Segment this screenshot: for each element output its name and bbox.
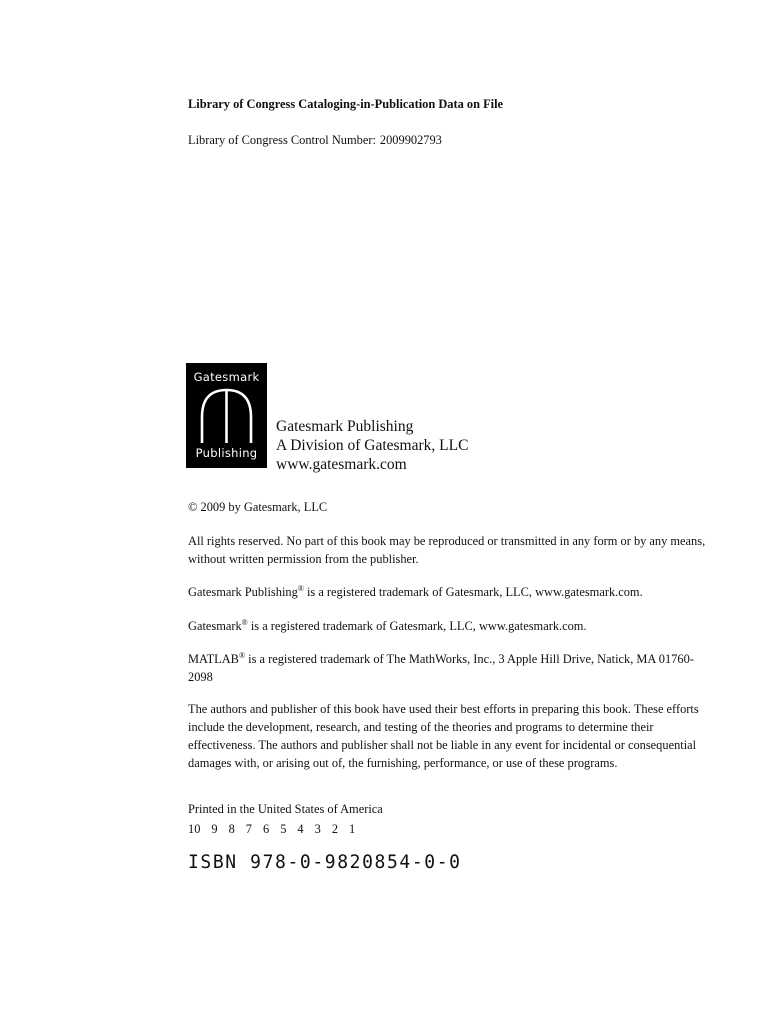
print-number: 6	[263, 822, 270, 836]
print-number: 3	[314, 822, 321, 836]
print-number: 10	[188, 822, 201, 836]
control-number-label: Library of Congress Control Number:	[188, 133, 376, 147]
publisher-block	[276, 417, 468, 474]
publisher-division: A Division of Gatesmark, LLC	[276, 437, 469, 454]
print-number: 5	[280, 822, 287, 836]
print-number: 9	[211, 822, 218, 836]
print-number: 2	[331, 822, 339, 836]
registered-mark: ®	[297, 583, 304, 593]
logo-top-text: Gatesmark	[193, 370, 260, 384]
print-number: 4	[297, 822, 304, 836]
registered-mark: ®	[238, 650, 246, 660]
trademark-name: Gatesmark	[188, 619, 242, 633]
rights-statement: All rights reserved. No part of this book may be reproduced or transmitted in any form or by any means, without written permission from the publisher.	[188, 534, 706, 566]
print-number: 8	[228, 822, 235, 836]
trademark-name: Gatesmark Publishing	[188, 585, 298, 599]
control-number-line	[188, 131, 442, 149]
copyright-line: © 2009 by Gatesmark, LLC	[188, 500, 328, 514]
publisher-logo	[186, 363, 267, 468]
publisher-website: www.gatesmark.com	[276, 456, 407, 473]
trademark-matlab	[188, 650, 718, 686]
disclaimer: The authors and publisher of this book have used their best efforts in preparing this book. These efforts include the development, research, and testing of the theories and programs to determine their effectiveness. The authors and publisher shall not be liable in any event for incidental or consequential damages with, or arising out of, the furnishing, performance, or use of these programs.	[188, 702, 699, 770]
trademark-name: MATLAB	[188, 652, 239, 666]
logo-bottom-text: Publishing	[195, 446, 258, 460]
isbn: ISBN 978-0-9820854-0-0	[188, 851, 462, 874]
cip-heading: Library of Congress Cataloging-in-Publication Data on File	[188, 97, 504, 111]
print-number: 1	[349, 822, 356, 836]
print-number: 7	[245, 822, 252, 836]
trademark-gatesmark-publishing	[188, 583, 643, 601]
arch-icon	[198, 387, 255, 443]
control-number: 2009902793	[379, 133, 442, 147]
trademark-text: is a registered trademark of The MathWorks, Inc., 3 Apple Hill Drive, Natick, MA 01760-2098	[188, 652, 694, 684]
printed-in: Printed in the United States of America	[188, 802, 383, 816]
publisher-name: Gatesmark Publishing	[276, 418, 414, 435]
trademark-text: is a registered trademark of Gatesmark, LLC, www.gatesmark.com.	[303, 585, 643, 599]
print-number-line	[188, 820, 366, 838]
registered-mark: ®	[241, 617, 248, 627]
trademark-text: is a registered trademark of Gatesmark, LLC, www.gatesmark.com.	[247, 619, 587, 633]
trademark-gatesmark	[188, 617, 587, 635]
